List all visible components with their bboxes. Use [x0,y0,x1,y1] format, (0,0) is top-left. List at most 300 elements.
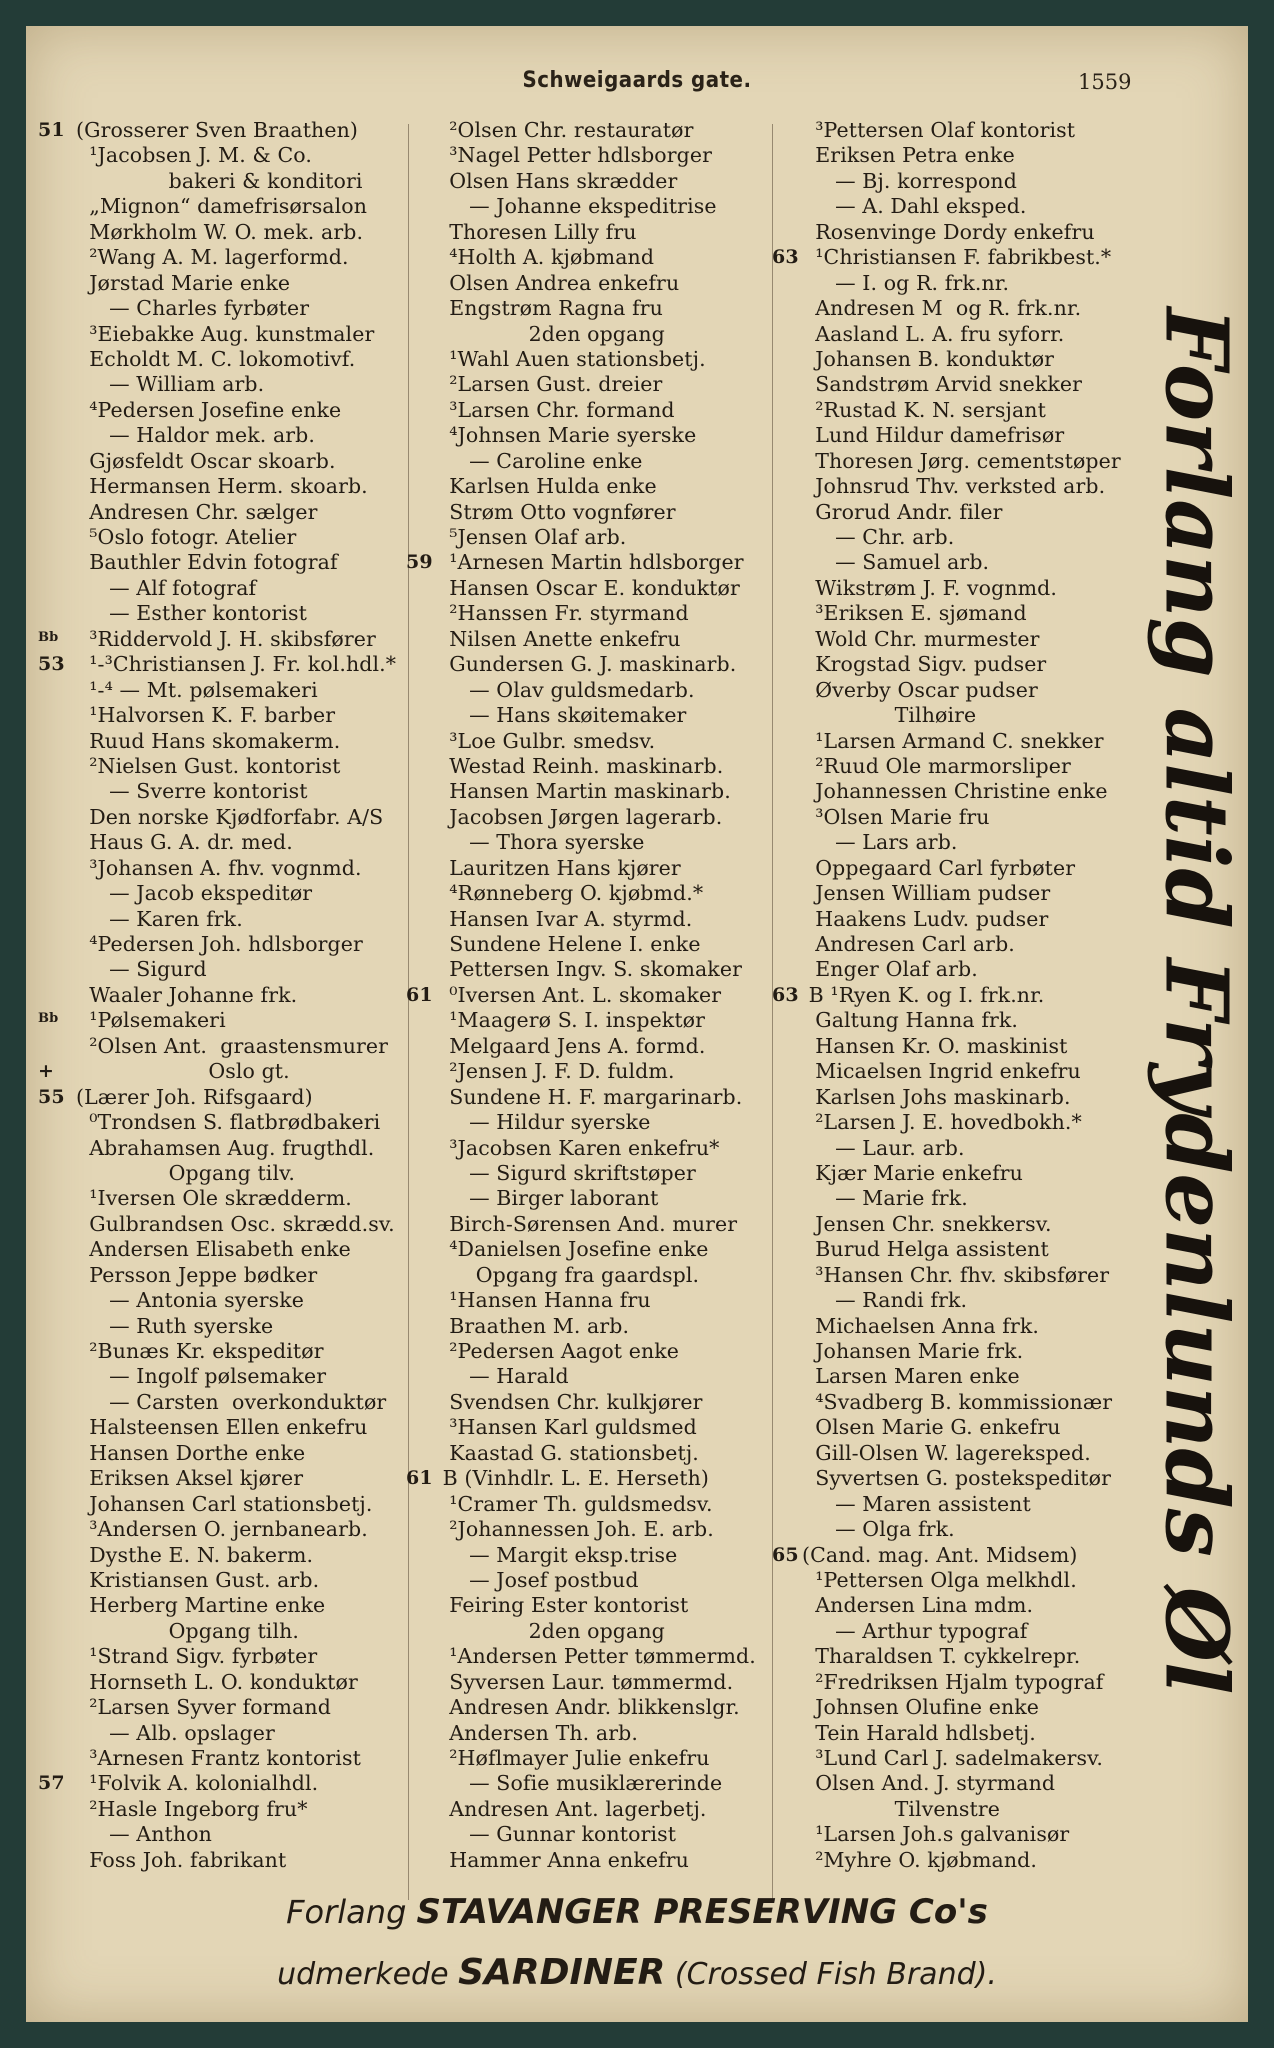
entry-text: Nilsen Anette enkefru [436,626,681,651]
directory-entry [406,805,780,830]
entry-text: ²Jensen J. F. D. fuldm. [436,1059,675,1084]
entry-text: Burud Helga assistent [802,1237,1049,1262]
directory-entry [406,1314,780,1339]
entry-text: Hammer Anna enkefru [436,1847,689,1872]
entry-text: ³Riddervold J. H. skibsfører [76,626,376,651]
entry-text: ²Ruud Ole marmorsliper [802,753,1071,778]
directory-entry [406,856,780,881]
directory-entry [38,1492,418,1517]
entry-text: Dysthe E. N. bakerm. [76,1542,314,1567]
entry-text: Sundene Helene I. enke [436,932,701,956]
directory-entry [406,1390,780,1415]
column-2 [406,118,780,1873]
directory-entry [406,601,780,626]
directory-entry [406,1364,780,1389]
directory-entry [38,1848,418,1873]
entry-text: Syvertsen G. postekspeditør [802,1466,1111,1491]
entry-text: Oppegaard Carl fyrbøter [802,855,1076,880]
directory-entry [406,881,780,906]
directory-entry [38,1415,418,1440]
entry-text: ¹Hansen Hanna fru [436,1288,651,1313]
entry-text: Michaelsen Anna frk. [802,1313,1040,1338]
entry-text: Waaler Johanne frk. [76,982,298,1007]
column-3 [772,118,1162,1873]
directory-entry [38,1822,418,1847]
directory-entry [38,1695,418,1720]
directory-entry [772,1822,1162,1847]
entry-text: ⁴Pedersen Joh. hdlsborger [76,932,363,956]
entry-text: Eriksen Aksel kjører [76,1466,304,1491]
entry-text: Tilhøire [802,703,977,728]
directory-page [26,26,1248,2022]
directory-entry [38,1441,418,1466]
directory-entry [406,1593,780,1618]
entry-text: — Gunnar kontorist [436,1822,677,1847]
directory-entry [38,1517,418,1542]
entry-text: — Hildur syerske [436,1110,651,1135]
directory-entry [772,1212,1162,1237]
entry-text: ⁴Rønneberg O. kjøbmd.* [436,881,704,906]
directory-entry [772,1593,1162,1618]
directory-entry [38,805,418,830]
directory-entry [772,1390,1162,1415]
directory-entry [38,601,418,626]
directory-entry [772,754,1162,779]
house-number: 65 [772,1543,799,1566]
directory-entry [772,1059,1162,1084]
entry-text: Olsen Marie G. enkefru [802,1415,1061,1440]
directory-entry [406,1644,780,1669]
entry-text: — Thora syerske [436,830,645,855]
directory-entry [406,525,780,550]
directory-entry [772,1314,1162,1339]
entry-text: Oslo gt. [76,1059,290,1084]
directory-entry [772,1339,1162,1364]
directory-entry [406,1619,780,1644]
entry-text: ⁴Pedersen Josefine enke [76,397,342,422]
entry-text: Kristiansen Gust. arb. [76,1567,320,1592]
entry-text: „Mignon“ damefrisørsalon [76,194,368,219]
directory-entry [38,118,418,143]
directory-entry [406,703,780,728]
directory-entry [38,169,418,194]
directory-entry [772,1517,1162,1542]
entry-text: Jacobsen Jørgen lagerarb. [436,804,723,829]
entry-text: Opgang tilv. [76,1160,295,1185]
directory-entry [406,1466,780,1491]
entry-text: — Hans skøitemaker [436,703,687,728]
directory-entry [38,423,418,448]
directory-entry [406,957,780,982]
directory-entry [772,1110,1162,1135]
directory-entry [38,1644,418,1669]
entry-text: — Alf fotograf [76,575,257,600]
directory-entry [38,957,418,982]
entry-text: ³Arnesen Frantz kontorist [76,1746,361,1770]
entry-text: Herberg Martine enke [76,1593,326,1618]
side-advertisement-text: Forlang altid Frydenlunds Øl [1145,307,1247,1695]
entry-text: Sundene H. F. margarinarb. [436,1084,743,1109]
entry-text: ³Loe Gulbr. smedsv. [436,728,656,753]
entry-text: Øverby Oscar pudser [802,677,1038,702]
entry-text: Olsen And. J. styrmand [802,1771,1056,1796]
entry-text: Jørstad Marie enke [76,270,291,295]
directory-entry [772,1670,1162,1695]
directory-entry [772,271,1162,296]
house-number: Bb [38,1011,59,1027]
entry-text: Opgang fra gaardspl. [436,1262,700,1287]
directory-entry [406,830,780,855]
house-number: + [38,1060,55,1083]
entry-text: Gulbrandsen Osc. skrædd.sv. [76,1211,395,1236]
directory-entry [772,1415,1162,1440]
directory-entry [772,1746,1162,1771]
entry-text: Gill-Olsen W. lagereksped. [802,1440,1091,1465]
entry-text: Rosenvinge Dordy enkefru [802,219,1095,244]
entry-text: Andresen M og R. frk.nr. [802,296,1082,321]
directory-entry [772,143,1162,168]
directory-entry [772,398,1162,423]
entry-text: — Chr. arb. [802,525,955,549]
entry-text: — Antonia syerske [76,1288,304,1313]
entry-text: — Caroline enke [436,448,643,473]
entry-text: Mørkholm W. O. mek. arb. [76,219,364,244]
entry-text: ⁰Iversen Ant. L. skomaker [436,982,722,1007]
directory-entry [772,1848,1162,1873]
directory-entry [772,1771,1162,1796]
entry-text: ²Johannessen Joh. E. arb. [436,1517,714,1542]
directory-entry [772,194,1162,219]
directory-entry [38,703,418,728]
entry-text: ³Larsen Chr. formand [436,397,675,422]
house-number: 57 [38,1772,65,1795]
entry-text: ³Eriksen E. sjømand [802,601,1027,626]
directory-entry [772,1237,1162,1262]
entry-text: Hansen Dorthe enke [76,1440,306,1465]
entry-text: — Olav guldsmedarb. [436,677,695,702]
directory-entry [406,779,780,804]
entry-text: ³Andersen O. jernbanearb. [76,1517,368,1542]
entry-text: — Ruth syerske [76,1313,274,1338]
entry-text: — Margit eksp.trise [436,1542,678,1567]
directory-entry [406,271,780,296]
directory-entry [38,500,418,525]
entry-text: Thoresen Jørg. cementstøper [802,448,1121,473]
directory-entry [772,779,1162,804]
directory-entry [406,678,780,703]
directory-entry [406,347,780,372]
entry-text: Wold Chr. murmester [802,626,1040,651]
entry-text: ¹Pettersen Olga melkhdl. [802,1567,1077,1592]
entry-text: — Sigurd [76,957,207,982]
entry-text: Andersen Th. arb. [436,1720,638,1745]
directory-entry [38,245,418,270]
directory-entry [406,983,780,1008]
entry-text: ³Hansen Karl guldsmed [436,1415,697,1440]
directory-entry [38,1593,418,1618]
entry-text: Abrahamsen Aug. frugthdl. [76,1135,375,1160]
entry-text: (Grosserer Sven Braathen) [76,118,358,142]
entry-text: Lauritzen Hans kjører [436,855,681,880]
directory-entry [406,474,780,499]
entry-text: Hansen Ivar A. styrmd. [436,906,693,931]
directory-entry [772,449,1162,474]
directory-entry [406,932,780,957]
entry-text: Andersen Lina mdm. [802,1593,1034,1618]
entry-text: Johansen Marie frk. [802,1339,1024,1363]
entry-text: ²Olsen Ant. graastensmurer [76,1033,389,1058]
entry-text: — Birger laborant [436,1186,659,1211]
entry-text: Andresen Carl arb. [802,932,1015,956]
directory-entry [772,1721,1162,1746]
directory-entry [38,627,418,652]
entry-text: ¹Christiansen F. fabrikbest.* [802,245,1112,270]
entry-text: Gjøsfeldt Oscar skoarb. [76,448,336,473]
house-number: 63 [772,983,799,1006]
directory-entry [772,907,1162,932]
directory-entry [406,1212,780,1237]
ad-prefix: udmerkede [277,1957,449,1992]
directory-entry [38,729,418,754]
entry-text: ¹-³Christiansen J. Fr. kol.hdl.* [76,652,397,677]
directory-entry [406,1059,780,1084]
entry-text: Jensen William pudser [802,881,1051,906]
directory-entry [406,1721,780,1746]
entry-text: ⁴Johnsen Marie syerske [436,423,697,448]
entry-text: B (Vinhdlr. L. E. Herseth) [436,1466,710,1491]
entry-text: ¹Larsen Joh.s galvanisør [802,1822,1070,1847]
directory-entry [38,1619,418,1644]
entry-text: — Johanne ekspeditrise [436,194,717,219]
entry-text: ⁵Oslo fotogr. Atelier [76,525,297,549]
entry-text: Tharaldsen T. cykkelrepr. [802,1644,1081,1669]
ad-brand: STAVANGER PRESERVING Co's [416,1892,988,1932]
directory-entry [38,1288,418,1313]
entry-text: ²Hanssen Fr. styrmand [436,601,689,626]
directory-entry [38,881,418,906]
entry-text: — Olga frk. [802,1517,955,1542]
entry-text: ¹-⁴ — Mt. pølsemakeri [76,677,318,702]
entry-text: Johansen Carl stationsbetj. [76,1491,373,1516]
directory-entry [406,1288,780,1313]
entry-text: Halsteensen Ellen enkefru [76,1415,368,1440]
entry-text: — Samuel arb. [802,550,990,575]
directory-entry [38,271,418,296]
directory-entry [38,1237,418,1262]
entry-text: Eriksen Petra enke [802,143,1015,168]
entry-text: Braathen M. arb. [436,1313,630,1338]
house-number: 61 [406,1467,433,1490]
directory-entry [772,220,1162,245]
entry-text: Strøm Otto vognfører [436,499,676,524]
directory-entry [772,347,1162,372]
entry-text: Galtung Hanna frk. [802,1008,1019,1033]
entry-text: Enger Olaf arb. [802,957,978,982]
entry-text: — Karen frk. [76,906,243,931]
bottom-advertisement-line-1 [26,1892,1248,1932]
entry-text: ³Johansen A. fhv. vognmd. [76,855,362,880]
directory-entry [406,1670,780,1695]
directory-entry [772,1619,1162,1644]
directory-entry [38,1263,418,1288]
directory-entry [406,1848,780,1873]
entry-text: — Arthur typograf [802,1618,1028,1643]
entry-text: ¹Pølsemakeri [76,1008,226,1033]
directory-entry [38,779,418,804]
entry-text: ³Eiebakke Aug. kunstmaler [76,321,375,346]
directory-entry [406,1568,780,1593]
ad-suffix: (Crossed Fish Brand). [674,1957,997,1992]
directory-entry [38,652,418,677]
directory-entry [38,1059,418,1084]
entry-text: ¹Halvorsen K. F. barber [76,703,336,728]
entry-text: ³Jacobsen Karen enkefru* [436,1135,720,1160]
directory-entry [772,576,1162,601]
entry-text: Larsen Maren enke [802,1364,1020,1389]
entry-text: Den norske Kjødforfabr. A/S [76,804,384,829]
entry-text: ¹Wahl Auen stationsbetj. [436,346,706,371]
directory-entry [406,169,780,194]
entry-text: Persson Jeppe bødker [76,1262,318,1287]
entry-text: ⁴Danielsen Josefine enke [436,1237,709,1262]
entry-text: B ¹Ryen K. og I. frk.nr. [802,982,1045,1007]
entry-text: ⁵Jensen Olaf arb. [436,525,627,549]
entry-text: — I. og R. frk.nr. [802,270,1010,295]
directory-entry [406,907,780,932]
entry-text: ²Bunæs Kr. ekspeditør [76,1339,324,1363]
directory-entry [38,678,418,703]
entry-text: ³Nagel Petter hdlsborger [436,143,712,168]
directory-entry [38,1339,418,1364]
entry-text: bakeri & konditori [76,168,363,193]
house-number: 63 [772,246,799,269]
directory-entry [38,1085,418,1110]
entry-text: ¹Folvik A. kolonialhdl. [76,1771,319,1796]
directory-entry [406,194,780,219]
directory-entry [38,1390,418,1415]
directory-entry [772,1568,1162,1593]
entry-text: ¹Strand Sigv. fyrbøter [76,1644,318,1669]
directory-entry [772,932,1162,957]
ad-brand: SARDINER [458,1952,666,1993]
directory-entry [406,1136,780,1161]
directory-entry [38,1136,418,1161]
bottom-advertisement-line-2 [26,1952,1248,1993]
entry-text: Hansen Martin maskinarb. [436,779,731,804]
entry-text: — Lars arb. [802,830,958,855]
entry-text: ²Olsen Chr. restauratør [436,118,694,142]
directory-entry [38,1721,418,1746]
directory-entry [406,1746,780,1771]
entry-text: Birch-Sørensen And. murer [436,1211,738,1236]
directory-entry [38,449,418,474]
directory-entry [38,525,418,550]
directory-entry [772,1008,1162,1033]
directory-entry [406,1263,780,1288]
directory-entry [406,576,780,601]
entry-text: — Maren assistent [802,1491,1031,1516]
entry-text: Jensen Chr. snekkersv. [802,1211,1052,1236]
directory-entry [406,1085,780,1110]
entry-text: — Alb. opslager [76,1720,275,1745]
directory-entry [38,1008,418,1033]
directory-entry [772,1441,1162,1466]
entry-text: Wikstrøm J. F. vognmd. [802,575,1058,600]
entry-text: ²Nielsen Gust. kontorist [76,753,341,778]
entry-text: — Laur. arb. [802,1135,965,1160]
directory-entry [38,1161,418,1186]
directory-entry [406,423,780,448]
directory-entry [772,601,1162,626]
directory-entry [772,500,1162,525]
entry-text: Hansen Kr. O. maskinist [802,1033,1068,1058]
entry-text: Tein Harald hdlsbetj. [802,1720,1036,1745]
directory-entry [772,1034,1162,1059]
entry-text: 2den opgang [436,321,665,346]
directory-entry [38,1110,418,1135]
directory-entry [406,1517,780,1542]
directory-entry [38,347,418,372]
entry-text: Karlsen Hulda enke [436,474,657,499]
entry-text: ²Hasle Ingeborg fru* [76,1796,308,1821]
directory-entry [406,1695,780,1720]
directory-entry [772,1161,1162,1186]
page-title: Schweigaards gate. [522,68,752,93]
directory-entry [406,729,780,754]
entry-text: ²Rustad K. N. sersjant [802,397,1046,422]
entry-text: Johansen B. konduktør [802,346,1055,371]
directory-entry [772,169,1162,194]
directory-entry [406,1492,780,1517]
directory-entry [772,550,1162,575]
entry-text: Ruud Hans skomakerm. [76,728,341,753]
directory-entry [38,1543,418,1568]
directory-entry [772,729,1162,754]
house-number: 55 [38,1085,65,1108]
directory-entry [772,703,1162,728]
entry-text: Hornseth L. O. konduktør [76,1669,358,1694]
entry-text: ³Pettersen Olaf kontorist [802,118,1076,142]
directory-entry [772,805,1162,830]
entry-text: ¹Arnesen Martin hdlsborger [436,550,744,575]
directory-entry [772,856,1162,881]
entry-text: Haakens Ludv. pudser [802,906,1049,931]
entry-text: ³Olsen Marie fru [802,804,990,829]
directory-entry [38,372,418,397]
entry-text: ¹Cramer Th. guldsmedsv. [436,1491,713,1516]
entry-text: ²Høflmayer Julie enkefru [436,1746,710,1770]
directory-entry [38,143,418,168]
entry-text: ²Wang A. M. lagerformd. [76,245,349,270]
directory-entry [772,1695,1162,1720]
entry-text: ¹Maagerø S. I. inspektør [436,1008,706,1033]
entry-text: Krogstad Sigv. pudser [802,652,1047,677]
directory-entry [406,449,780,474]
entry-text: — Harald [436,1364,569,1389]
house-number: 61 [406,983,433,1006]
directory-entry [772,423,1162,448]
entry-text: Foss Joh. fabrikant [76,1847,287,1872]
entry-text: ¹Andersen Petter tømmermd. [436,1644,756,1669]
entry-text: Feiring Ester kontorist [436,1593,689,1618]
directory-entry [406,1008,780,1033]
directory-entry [406,143,780,168]
directory-entry [772,678,1162,703]
entry-text: Hansen Oscar E. konduktør [436,575,740,600]
house-number: 51 [38,119,65,141]
entry-text: — Josef postbud [436,1567,639,1592]
entry-text: Tilvenstre [802,1796,1001,1821]
